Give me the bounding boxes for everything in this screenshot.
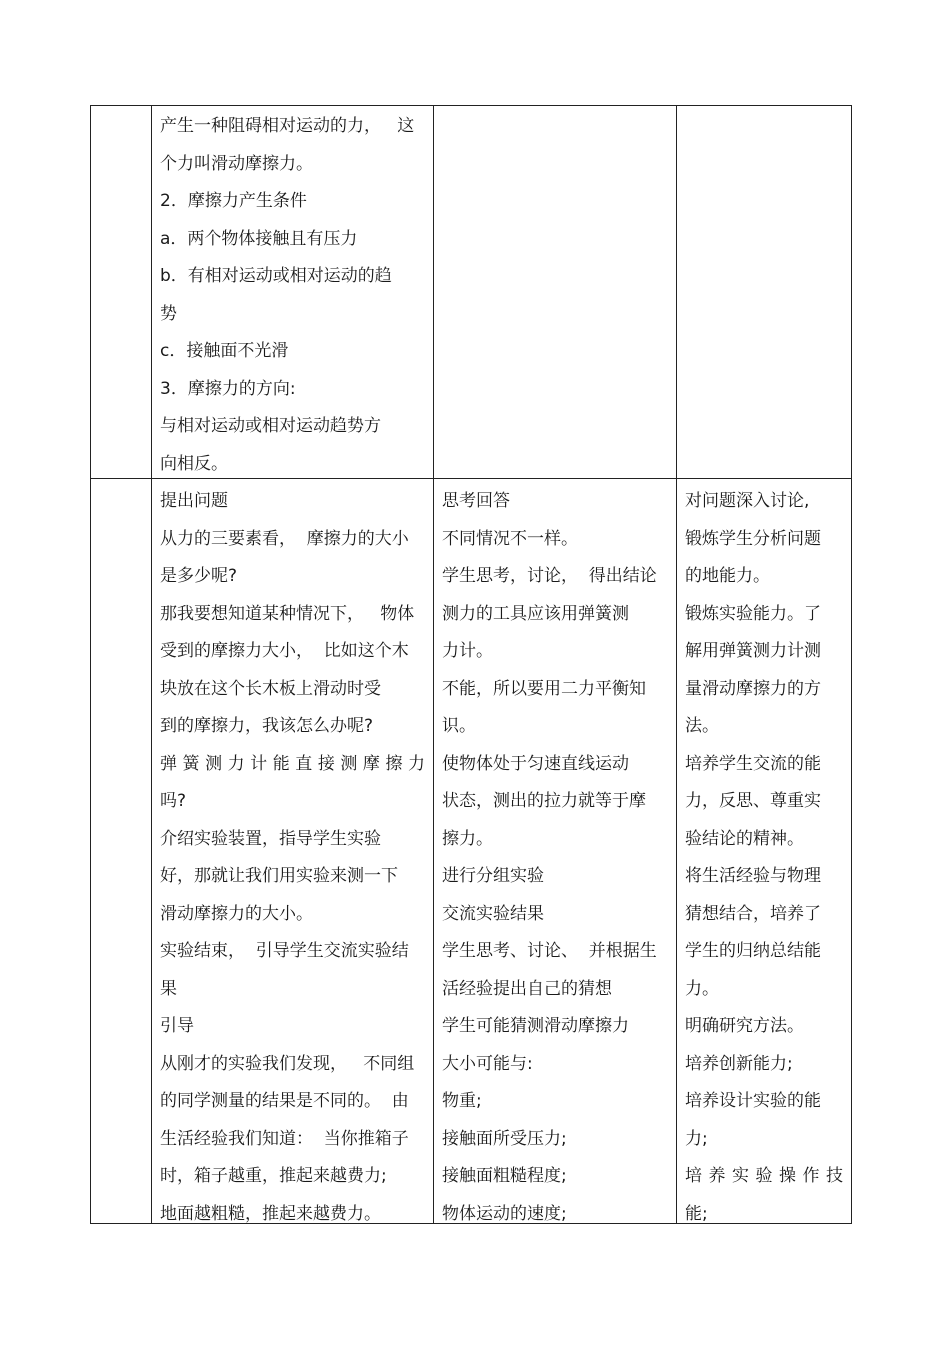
text-line: 滑动摩擦力的大小。: [160, 903, 313, 924]
text-line: 不能，所以要用二力平衡知: [442, 678, 646, 699]
text-line: 个力叫滑动摩擦力。: [160, 153, 313, 174]
text-line: 大小可能与:: [442, 1053, 533, 1074]
text-line: 实验结束， 引导学生交流实验结: [160, 941, 409, 961]
lesson-plan-table: [90, 105, 852, 1224]
text-line: 好，那就让我们用实验来测一下: [160, 866, 398, 886]
text-line: 接触面粗糙程度;: [442, 1166, 567, 1186]
design-intent-cell: [677, 479, 852, 1224]
text-line: 从力的三要素看， 摩擦力的大小: [160, 528, 409, 549]
row-label-cell: [91, 479, 152, 1224]
teacher-activity-cell: [152, 106, 434, 479]
text-line: 猜想结合，培养了: [685, 903, 821, 924]
student-activity-cell: [434, 479, 677, 1224]
text-line: 果: [160, 978, 177, 999]
teacher-activity-cell: [152, 479, 434, 1224]
text-line: 的地能力。: [685, 566, 770, 586]
text-line: 力;: [685, 1128, 708, 1149]
text-line: 物重;: [442, 1091, 482, 1111]
text-line: 引导: [160, 1016, 194, 1036]
text-line: 培养学生交流的能: [685, 753, 821, 774]
table-row: [91, 479, 852, 1224]
text-line: 验结论的精神。: [685, 828, 804, 849]
text-line: 弹簧测力计能直接测摩擦力: [160, 753, 425, 774]
text-line: 生活经验我们知道： 当你推箱子: [160, 1128, 409, 1149]
text-line: 力。: [685, 978, 719, 999]
text-line: 到的摩擦力，我该怎么办呢?: [160, 716, 374, 736]
text-line: 培养设计实验的能: [685, 1091, 821, 1111]
text-line: 活经验提出自己的猜想: [442, 978, 612, 999]
text-line: 提出问题: [160, 491, 228, 511]
text-line: 将生活经验与物理: [685, 866, 821, 886]
text-line: 3．摩擦力的方向:: [160, 378, 296, 399]
text-line: 2．摩擦力产生条件: [160, 191, 307, 211]
text-line: 测力的工具应该用弹簧测: [442, 603, 629, 624]
text-line: 学生思考，讨论， 得出结论: [442, 566, 657, 586]
text-line: 向相反。: [160, 453, 228, 474]
text-lines: [677, 106, 851, 478]
text-lines: [152, 106, 433, 478]
text-line: 明确研究方法。: [685, 1016, 804, 1036]
row-label-cell: [91, 106, 152, 479]
text-line: 受到的摩擦力大小， 比如这个木: [160, 641, 409, 661]
text-line: 进行分组实验: [442, 866, 544, 886]
text-line: 交流实验结果: [442, 903, 544, 924]
text-line: 地面越粗糙，推起来越费力。: [160, 1203, 381, 1224]
text-line: 力计。: [442, 641, 493, 661]
text-line: 从刚才的实验我们发现， 不同组: [160, 1053, 415, 1074]
text-line: 量滑动摩擦力的方: [685, 678, 821, 699]
text-line: 力，反思、尊重实: [685, 791, 821, 811]
text-line: 是多少呢?: [160, 566, 238, 586]
table-row: [91, 106, 852, 479]
text-line: b．有相对运动或相对运动的趋: [160, 266, 392, 286]
text-line: 产生一种阻碍相对运动的力， 这: [160, 116, 415, 136]
text-line: 锻炼实验能力。了: [685, 603, 821, 624]
text-line: 的同学测量的结果是不同的。 由: [160, 1091, 409, 1111]
text-line: 锻炼学生分析问题: [685, 528, 821, 549]
text-line: 解用弹簧测力计测: [685, 641, 821, 661]
text-line: 学生思考、讨论、 并根据生: [442, 941, 657, 961]
text-line: c．接触面不光滑: [160, 341, 289, 361]
text-line: 培养实验操作技: [685, 1166, 843, 1186]
text-lines: [434, 479, 676, 1223]
text-line: 那我要想知道某种情况下， 物体: [160, 603, 415, 624]
text-line: 物体运动的速度;: [442, 1203, 567, 1224]
text-line: 介绍实验装置，指导学生实验: [160, 828, 381, 849]
text-line: 吗?: [160, 791, 187, 811]
text-line: 势: [160, 303, 177, 324]
text-line: 不同情况不一样。: [442, 528, 578, 549]
text-line: a．两个物体接触且有压力: [160, 228, 358, 249]
text-line: 能;: [685, 1203, 708, 1224]
text-line: 时，箱子越重，推起来越费力;: [160, 1166, 387, 1186]
text-line: 识。: [442, 716, 476, 736]
text-lines: [434, 106, 676, 478]
text-line: 接触面所受压力;: [442, 1128, 567, 1149]
text-line: 学生的归纳总结能: [685, 941, 821, 961]
text-line: 使物体处于匀速直线运动: [442, 753, 629, 774]
text-line: 法。: [685, 716, 719, 736]
text-lines: [152, 479, 433, 1223]
text-line: 块放在这个长木板上滑动时受: [160, 678, 381, 699]
design-intent-cell: [677, 106, 852, 479]
student-activity-cell: [434, 106, 677, 479]
text-line: 状态，测出的拉力就等于摩: [442, 791, 646, 811]
text-line: 学生可能猜测滑动摩擦力: [442, 1016, 629, 1036]
text-line: 培养创新能力;: [685, 1053, 793, 1074]
text-line: 与相对运动或相对运动趋势方: [160, 416, 381, 436]
text-line: 擦力。: [442, 828, 493, 849]
text-line: 对问题深入讨论,: [685, 491, 810, 511]
text-lines: [677, 479, 851, 1223]
text-line: 思考回答: [442, 491, 510, 511]
